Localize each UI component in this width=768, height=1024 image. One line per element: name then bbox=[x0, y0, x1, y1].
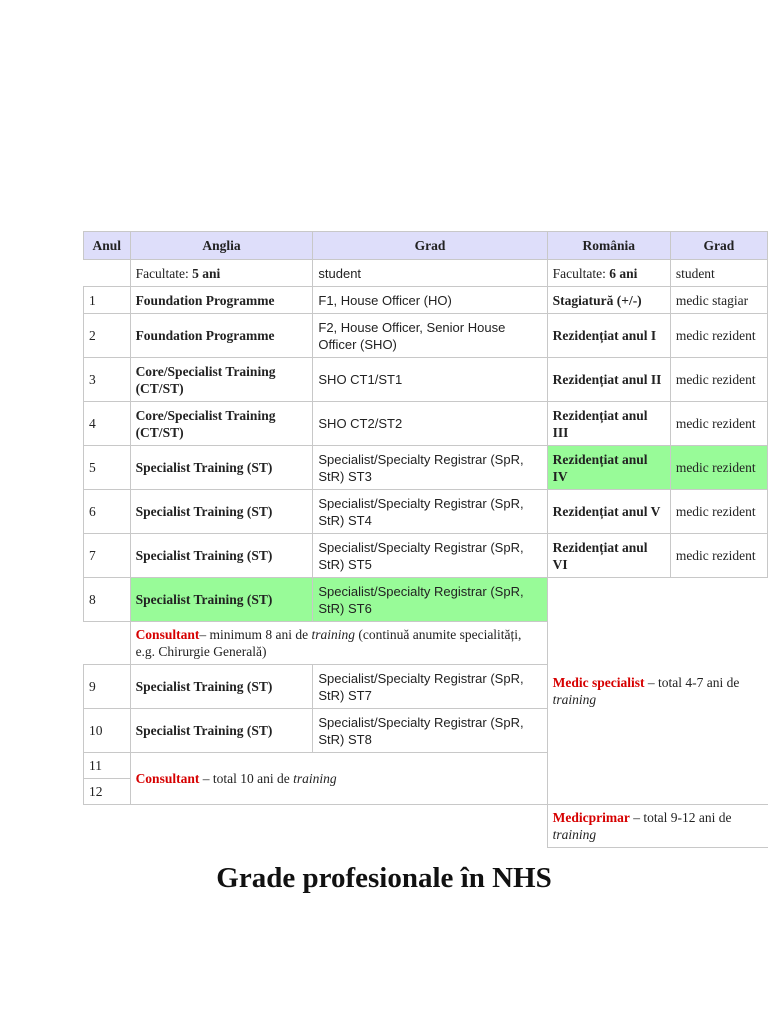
medic-primar-cell: Medicprimar – total 9-12 ani de training bbox=[547, 805, 767, 848]
en-grade-cell: Specialist/Specialty Registrar (SpR, StR) ST3 bbox=[313, 446, 547, 490]
en-grade-cell-highlighted: Specialist/Specialty Registrar (SpR, StR) ST6 bbox=[313, 578, 547, 622]
table-row bbox=[84, 578, 768, 622]
en-grade-cell: F1, House Officer (HO) bbox=[313, 287, 547, 314]
faculty-ro-grade: student bbox=[670, 260, 767, 287]
year-cell: 12 bbox=[84, 779, 131, 805]
header-england: Anglia bbox=[130, 232, 313, 260]
year-cell: 10 bbox=[84, 709, 131, 753]
table-row bbox=[84, 314, 768, 358]
en-program-cell: Specialist Training (ST) bbox=[130, 665, 313, 709]
ro-program-cell: Rezidențiat anul III bbox=[547, 402, 670, 446]
year-cell: 7 bbox=[84, 534, 131, 578]
en-program-cell: Core/Specialist Training (CT/ST) bbox=[130, 358, 313, 402]
en-grade-cell: SHO CT1/ST1 bbox=[313, 358, 547, 402]
ro-grade-cell: medic stagiar bbox=[670, 287, 767, 314]
consultant-total-cell: Consultant – total 10 ani de training bbox=[130, 753, 547, 805]
en-grade-cell: Specialist/Specialty Registrar (SpR, StR) ST7 bbox=[313, 665, 547, 709]
ro-program-cell: Rezidențiat anul I bbox=[547, 314, 670, 358]
table-row bbox=[84, 490, 768, 534]
en-program-cell: Specialist Training (ST) bbox=[130, 534, 313, 578]
ro-grade-cell: medic rezident bbox=[670, 402, 767, 446]
header-grade-ro: Grad bbox=[670, 232, 767, 260]
year-cell: 6 bbox=[84, 490, 131, 534]
consultant-min-cell: Consultant– minimum 8 ani de training (continuă anumite specialități, e.g. Chirurgie Generală) bbox=[130, 622, 547, 665]
en-program-cell: Specialist Training (ST) bbox=[130, 446, 313, 490]
table-row bbox=[84, 534, 768, 578]
en-program-cell: Core/Specialist Training (CT/ST) bbox=[130, 402, 313, 446]
training-grades-table bbox=[83, 231, 768, 848]
year-cell: 2 bbox=[84, 314, 131, 358]
ro-grade-cell: medic rezident bbox=[670, 358, 767, 402]
medic-specialist-cell: Medic specialist – total 4-7 ani de training bbox=[552, 675, 740, 707]
year-cell: 5 bbox=[84, 446, 131, 490]
empty-cell bbox=[84, 805, 548, 848]
ro-program-cell: Rezidențiat anul II bbox=[547, 358, 670, 402]
table-row bbox=[84, 402, 768, 446]
faculty-year-cell bbox=[84, 260, 131, 287]
table-row bbox=[84, 358, 768, 402]
ro-grade-cell: medic rezident bbox=[670, 490, 767, 534]
header-romania: România bbox=[547, 232, 670, 260]
ro-grade-cell: medic rezident bbox=[670, 314, 767, 358]
year-cell: 9 bbox=[84, 665, 131, 709]
faculty-ro: Facultate: 6 ani bbox=[547, 260, 670, 287]
en-program-cell: Foundation Programme bbox=[130, 314, 313, 358]
ro-grade-cell-highlighted: medic rezident bbox=[670, 446, 767, 490]
faculty-en: Facultate: 5 ani bbox=[130, 260, 313, 287]
table-row bbox=[84, 446, 768, 490]
ro-grade-cell: medic rezident bbox=[670, 534, 767, 578]
faculty-row bbox=[84, 260, 768, 287]
page-caption: Grade profesionale în NHS bbox=[216, 862, 552, 894]
en-grade-cell: Specialist/Specialty Registrar (SpR, StR) ST4 bbox=[313, 490, 547, 534]
en-program-cell: Specialist Training (ST) bbox=[130, 490, 313, 534]
ro-program-cell: Stagiatură (+/-) bbox=[547, 287, 670, 314]
en-program-cell-highlighted: Specialist Training (ST) bbox=[130, 578, 313, 622]
year-cell: 4 bbox=[84, 402, 131, 446]
header-year: Anul bbox=[84, 232, 131, 260]
en-grade-cell: F2, House Officer, Senior House Officer (SHO) bbox=[313, 314, 547, 358]
year-cell: 11 bbox=[84, 753, 131, 779]
year-cell: 3 bbox=[84, 358, 131, 402]
faculty-en-grade: student bbox=[313, 260, 547, 287]
header-grade-en: Grad bbox=[313, 232, 547, 260]
en-program-cell: Foundation Programme bbox=[130, 287, 313, 314]
ro-program-cell: Rezidențiat anul V bbox=[547, 490, 670, 534]
en-grade-cell: SHO CT2/ST2 bbox=[313, 402, 547, 446]
year-cell-empty bbox=[84, 622, 131, 665]
ro-program-cell-highlighted: Rezidențiat anul IV bbox=[547, 446, 670, 490]
en-grade-cell: Specialist/Specialty Registrar (SpR, StR) ST8 bbox=[313, 709, 547, 753]
year-cell: 8 bbox=[84, 578, 131, 622]
header-row bbox=[84, 232, 768, 260]
en-grade-cell: Specialist/Specialty Registrar (SpR, StR) ST5 bbox=[313, 534, 547, 578]
ro-program-cell: Rezidențiat anul VI bbox=[547, 534, 670, 578]
table-row bbox=[84, 287, 768, 314]
year-cell: 1 bbox=[84, 287, 131, 314]
medic-primar-row bbox=[84, 805, 768, 848]
en-program-cell: Specialist Training (ST) bbox=[130, 709, 313, 753]
